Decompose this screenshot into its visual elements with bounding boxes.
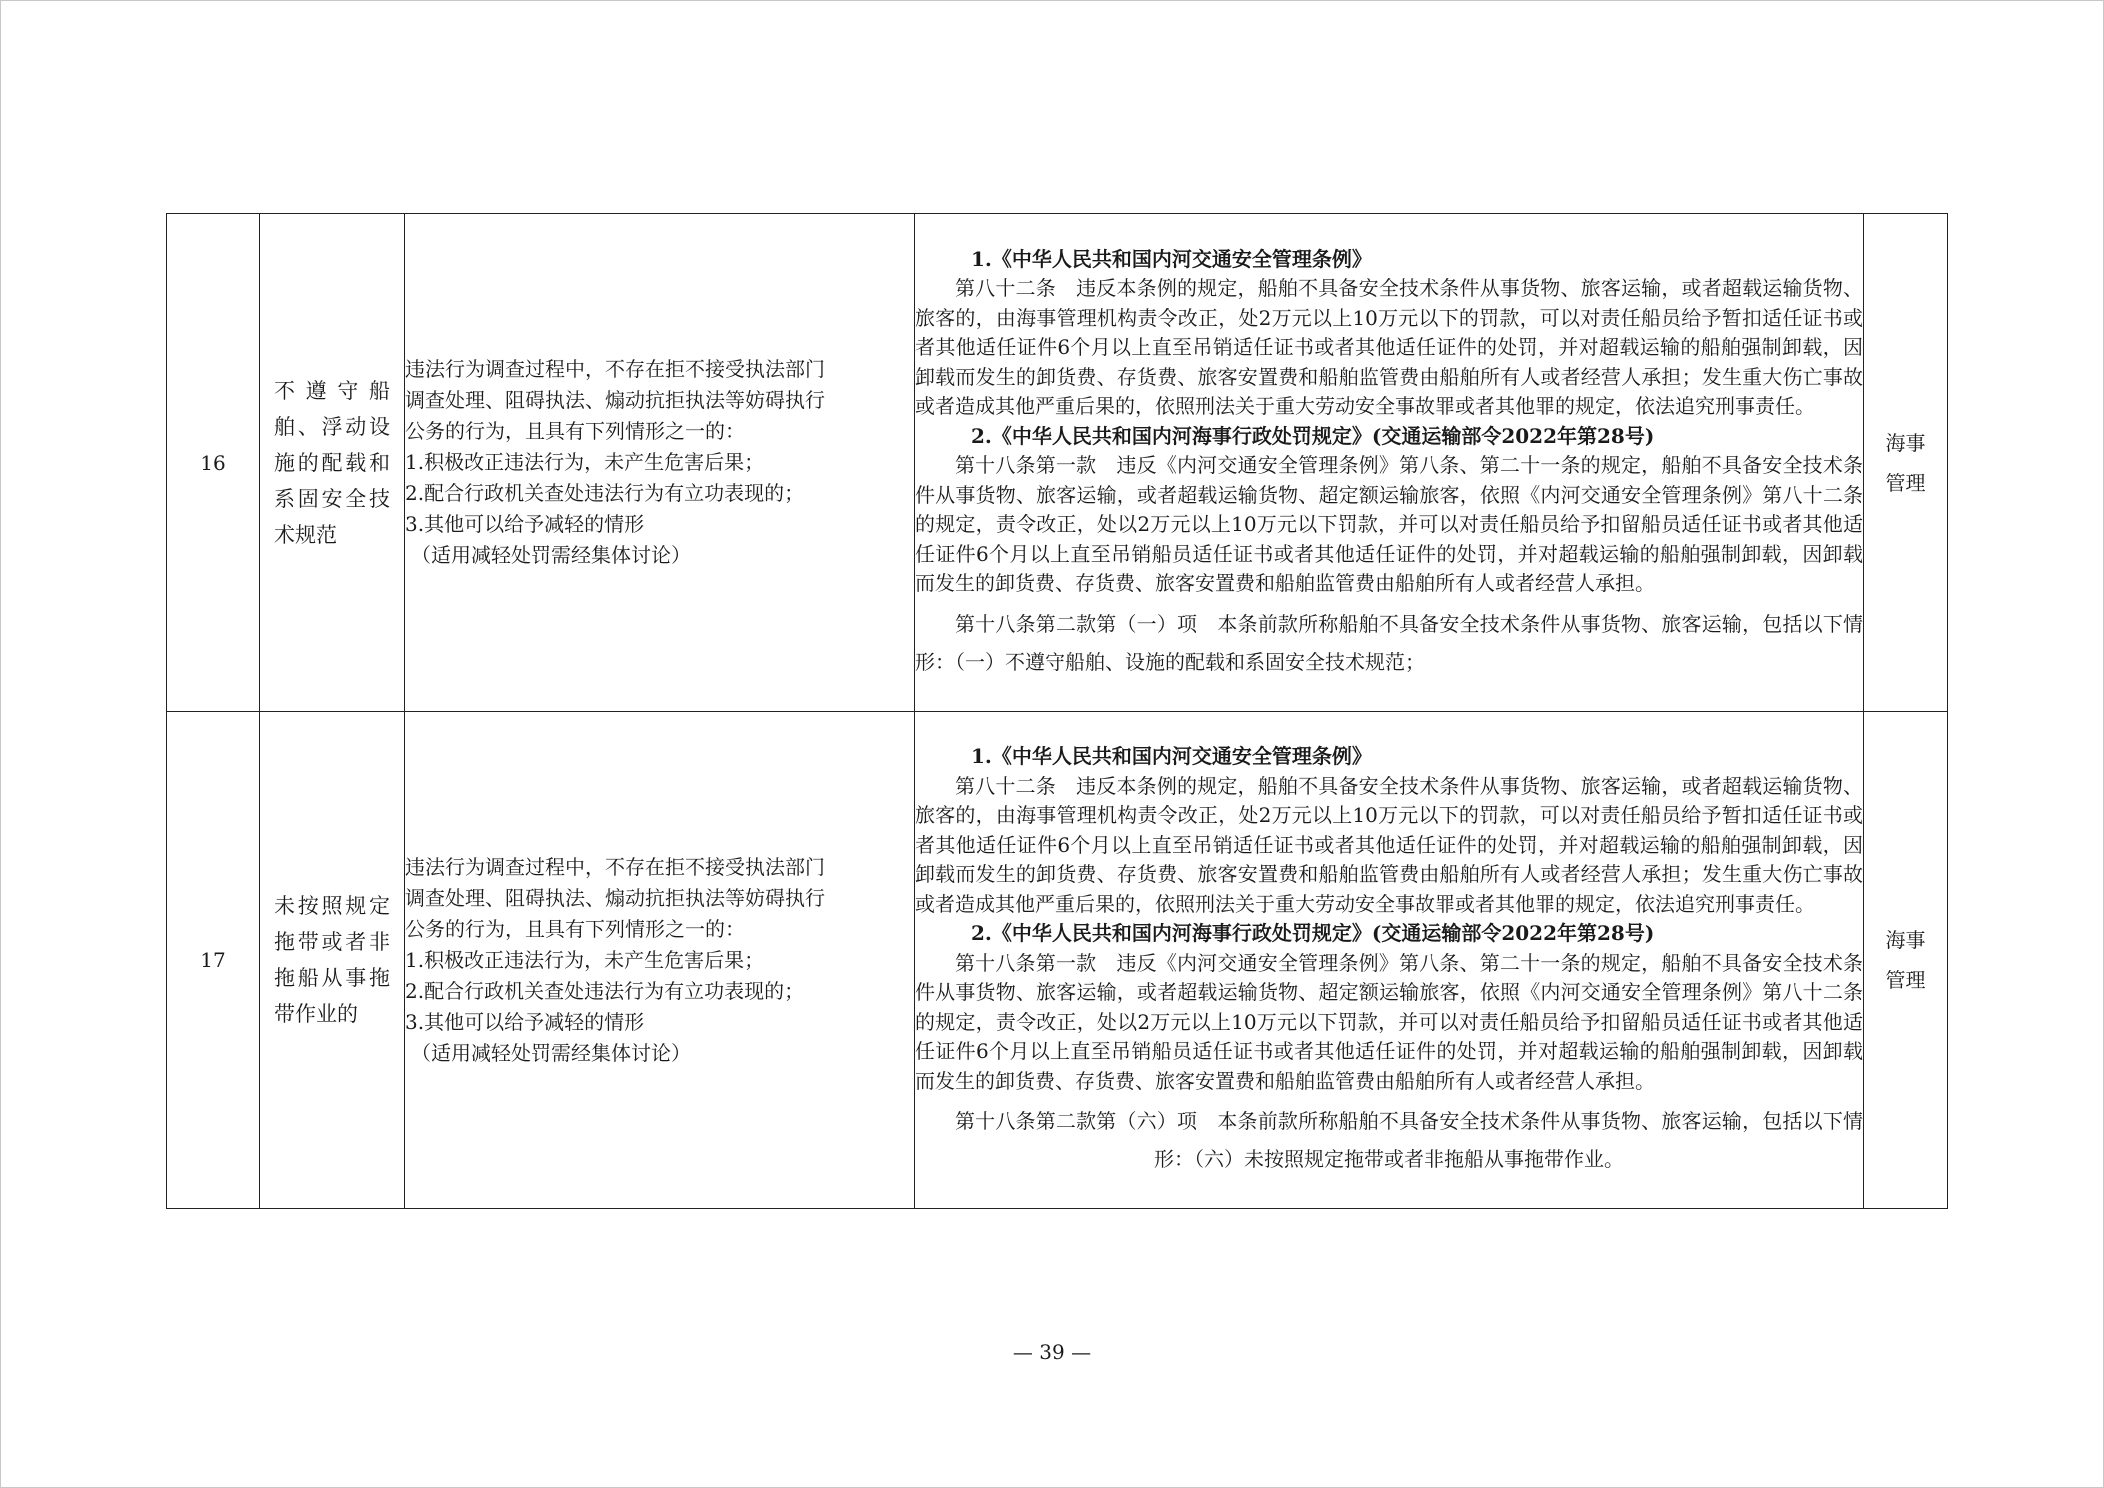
department xyxy=(1864,214,1948,712)
condition-line: 违法行为调查过程中，不存在拒不接受执法部门 xyxy=(405,357,825,381)
condition-line: （适用减轻处罚需经集体讨论） xyxy=(411,543,691,567)
violation-item-line: 未按照规定 xyxy=(274,894,390,918)
basis-heading: 2.《中华人民共和国内河海事行政处罚规定》(交通运输部令2022年第28号) xyxy=(971,423,1655,448)
department-line: 管理 xyxy=(1885,470,1926,495)
table-row xyxy=(167,712,1948,1209)
condition-line: 2.配合行政机关查处违法行为有立功表现的； xyxy=(405,978,805,1003)
basis-paragraph: 第十八条第二款第（一）项 本条前款所称船舶不具备安全技术条件从事货物、旅客运输，包括以下情形：（一）不遵守船舶、设施的配载和系固安全技术规范； xyxy=(915,611,1863,674)
legal-basis xyxy=(915,214,1864,712)
condition-line: 1.积极改正违法行为，未产生危害后果； xyxy=(405,450,765,474)
row-number: 17 xyxy=(167,712,260,1209)
violation-item-line: 拖带或者非 xyxy=(274,930,390,954)
basis-heading: 1.《中华人民共和国内河交通安全管理条例》 xyxy=(971,246,1372,271)
department xyxy=(1864,712,1948,1209)
condition-line: 违法行为调查过程中，不存在拒不接受执法部门 xyxy=(405,854,825,879)
department-line: 海事 xyxy=(1885,430,1926,455)
condition-line: 调查处理、阻碍执法、煽动抗拒执法等妨碍执行 xyxy=(405,885,825,910)
basis-paragraph: 第八十二条 违反本条例的规定，船舶不具备安全技术条件从事货物、旅客运输，或者超载运输货物、旅客的，由海事管理机构责令改正，处2万元以上10万元以下的罚款，可以对责任船员给予暂扣适任证书或者其他适任证件6个月以上直至吊销适任证书或者其他适任证件的处罚，并对超载运输的船舶强制卸载，因卸载而发生的卸货费、存货费、旅客安置费和船舶监管费由船舶所有人或者经营人承担；发生重大伤亡事故或者造成其他严重后果的，依照刑法关于重大劳动安全事故罪或者其他罪的规定，依法追究刑事责任。 xyxy=(915,276,1863,418)
legal-basis xyxy=(915,712,1864,1209)
violation-item xyxy=(260,712,405,1209)
violation-item-line: 不遵守船 xyxy=(274,378,390,403)
department-line: 海事 xyxy=(1885,928,1926,952)
condition-line: 公务的行为，且具有下列情形之一的： xyxy=(405,419,745,443)
basis-paragraph: 第十八条第一款 违反《内河交通安全管理条例》第八条、第二十一条的规定，船舶不具备安全技术条件从事货物、旅客运输，或者超载运输货物、超定额运输旅客，依照《内河交通安全管理条例》第八十二条的规定，责令改正，处以2万元以上10万元以下罚款，并可以对责任船员给予扣留船员适任证书或者其他适任证件6个月以上直至吊销船员适任证书或者其他适任证件的处罚，并对超载运输的船舶强制卸载，因卸载而发生的卸货费、存货费、旅客安置费和船舶监管费由船舶所有人或者经营人承担。 xyxy=(915,453,1863,595)
condition-line: 3.其他可以给予减轻的情形 xyxy=(405,512,645,536)
department-line: 管理 xyxy=(1885,968,1926,992)
violation-item-line: 施的配载和 xyxy=(274,450,390,475)
condition-line: 调查处理、阻碍执法、煽动抗拒执法等妨碍执行 xyxy=(405,388,825,412)
mitigation-conditions xyxy=(405,214,915,712)
violation-item-line: 舶、浮动设 xyxy=(274,414,390,439)
basis-heading: 2.《中华人民共和国内河海事行政处罚规定》(交通运输部令2022年第28号) xyxy=(971,921,1655,945)
violation-item-line: 系固安全技 xyxy=(274,486,390,511)
page-number: — 39 — xyxy=(1012,1340,1092,1364)
basis-heading: 1.《中华人民共和国内河交通安全管理条例》 xyxy=(971,744,1372,768)
basis-paragraph: 第十八条第一款 违反《内河交通安全管理条例》第八条、第二十一条的规定，船舶不具备安全技术条件从事货物、旅客运输，或者超载运输货物、超定额运输旅客，依照《内河交通安全管理条例》第八十二条的规定，责令改正，处以2万元以上10万元以下罚款，并可以对责任船员给予扣留船员适任证书或者其他适任证件6个月以上直至吊销船员适任证书或者其他适任证件的处罚，并对超载运输的船舶强制卸载，因卸载而发生的卸货费、存货费、旅客安置费和船舶监管费由船舶所有人或者经营人承担。 xyxy=(915,950,1863,1093)
condition-line: 2.配合行政机关查处违法行为有立功表现的； xyxy=(405,481,805,505)
violation-item-line: 术规范 xyxy=(274,522,337,547)
condition-line: 公务的行为，且具有下列情形之一的： xyxy=(405,916,745,941)
basis-paragraph: 第八十二条 违反本条例的规定，船舶不具备安全技术条件从事货物、旅客运输，或者超载运输货物、旅客的，由海事管理机构责令改正，处2万元以上10万元以下的罚款，可以对责任船员给予暂扣适任证书或者其他适任证件6个月以上直至吊销适任证书或者其他适任证件的处罚，并对超载运输的船舶强制卸载，因卸载而发生的卸货费、存货费、旅客安置费和船舶监管费由船舶所有人或者经营人承担；发生重大伤亡事故或者造成其他严重后果的，依照刑法关于重大劳动安全事故罪或者其他罪的规定，依法追究刑事责任。 xyxy=(915,773,1863,916)
violation-item-line: 带作业的 xyxy=(274,1002,358,1026)
basis-paragraph: 第十八条第二款第（六）项 本条前款所称船舶不具备安全技术条件从事货物、旅客运输，包括以下情形：（六）未按照规定拖带或者非拖船从事拖带作业。 xyxy=(955,1109,1863,1171)
condition-line: （适用减轻处罚需经集体讨论） xyxy=(411,1040,691,1065)
condition-line: 1.积极改正违法行为，未产生危害后果； xyxy=(405,947,765,972)
violation-item xyxy=(260,214,405,712)
mitigation-conditions xyxy=(405,712,915,1209)
table-row xyxy=(167,214,1948,712)
violation-item-line: 拖船从事拖 xyxy=(274,966,390,990)
condition-line: 3.其他可以给予减轻的情形 xyxy=(405,1009,645,1034)
row-number: 16 xyxy=(167,214,260,712)
penalty-table xyxy=(166,213,1948,1209)
